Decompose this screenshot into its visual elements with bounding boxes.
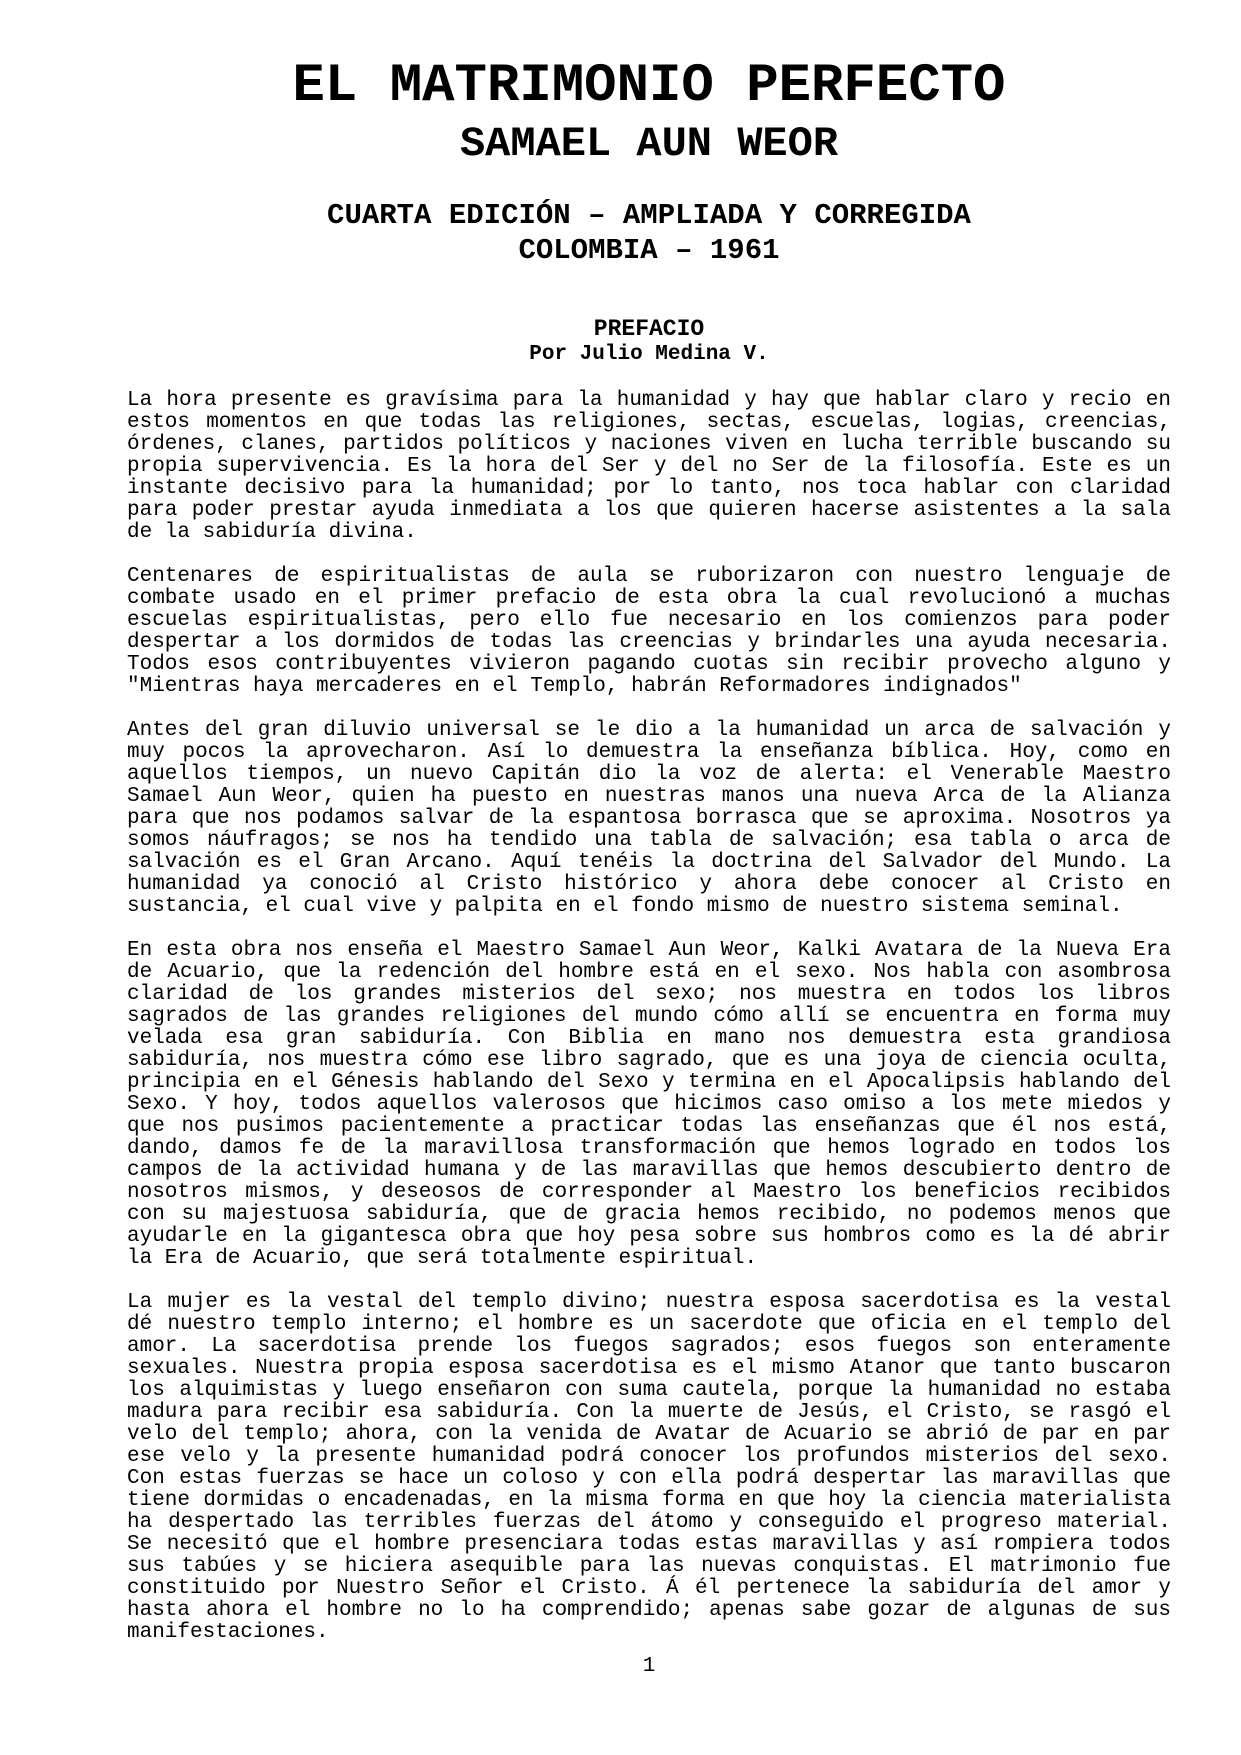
text-line: propia supervivencia. Es la hora del Ser y del no Ser de la filosofía. Este es un xyxy=(127,455,1171,478)
text-line: de Acuario, que la redención del hombre está en el sexo. Nos habla con asombrosa xyxy=(127,961,1171,984)
text-line: órdenes, clanes, partidos políticos y naciones viven en lucha terrible buscando su xyxy=(127,433,1171,456)
location-year-line: COLOMBIA – 1961 xyxy=(518,234,780,267)
text-line: claridad de los grandes misterios del sexo; nos muestra en todos los libros xyxy=(127,983,1171,1006)
text-line: de la sabiduría divina. xyxy=(127,521,417,544)
text-line: sexuales. Nuestra propia esposa sacerdotisa es el mismo Atanor que tanto buscaron xyxy=(127,1357,1171,1380)
text-line: la Era de Acuario, que será totalmente espiritual. xyxy=(127,1247,758,1270)
preface-body xyxy=(127,390,1171,1644)
text-line: Centenares de espiritualistas de aula se ruborizaron con nuestro lenguaje de xyxy=(127,565,1171,588)
text-line: muy pocos la aprovecharon. Así lo demuestra la enseñanza bíblica. Hoy, como en xyxy=(127,741,1171,764)
text-line: Se necesitó que el hombre presenciara todas estas maravillas y así rompiera todos xyxy=(127,1533,1171,1556)
text-line: combate usado en el primer prefacio de esta obra la cual revolucionó a muchas xyxy=(127,587,1171,610)
text-line: nosotros mismos, y deseosos de corresponder al Maestro los beneficios recibidos xyxy=(127,1181,1171,1204)
paragraph xyxy=(127,940,1171,1270)
edition-block xyxy=(127,198,1171,268)
text-line: estos momentos en que todas las religiones, sectas, escuelas, logias, creencias, xyxy=(127,411,1171,434)
text-line: La hora presente es gravísima para la humanidad y hay que hablar claro y recio en xyxy=(127,389,1171,412)
text-line: dé nuestro templo interno; el hombre es un sacerdote que oficia en el templo del xyxy=(127,1313,1171,1336)
text-line: salvación es el Gran Arcano. Aquí tenéis la doctrina del Salvador del Mundo. La xyxy=(127,851,1171,874)
text-line: sagrados de las grandes religiones del mundo cómo allí se encuentra en forma muy xyxy=(127,1005,1171,1028)
text-line: Todos esos contribuyentes vivieron pagando cuotas sin recibir provecho alguno y xyxy=(127,653,1171,676)
text-line: "Mientras haya mercaderes en el Templo, habrán Reformadores indignados" xyxy=(127,675,1022,698)
text-line: manifestaciones. xyxy=(127,1621,329,1644)
section-heading: PREFACIO xyxy=(593,316,705,342)
text-line: Sexo. Y hoy, todos aquellos valerosos que hicimos caso omiso a los mete miedos y xyxy=(127,1093,1171,1116)
text-line: campos de la actividad humana y de las maravillas que hemos descubierto dentro de xyxy=(127,1159,1171,1182)
page-number: 1 xyxy=(642,1655,656,1678)
text-column xyxy=(127,56,1171,1678)
text-line: que nos pusimos pacientemente a practicar todas las enseñanzas que él nos está, xyxy=(127,1115,1171,1138)
paragraph xyxy=(127,390,1171,544)
text-line: dando, damos fe de la maravillosa transformación que hemos logrado en todos los xyxy=(127,1137,1171,1160)
text-line: Antes del gran diluvio universal se le dio a la humanidad un arca de salvación y xyxy=(127,719,1171,742)
text-line: sustancia, el cual vive y palpita en el fondo mismo de nuestro sistema seminal. xyxy=(127,895,1123,918)
text-line: hasta ahora el hombre no lo ha comprendido; apenas sabe gozar de algunas de sus xyxy=(127,1599,1171,1622)
text-line: para que nos podamos salvar de la espantosa borrasca que se aproxima. Nosotros ya xyxy=(127,807,1171,830)
text-line: constituido por Nuestro Señor el Cristo. Á él pertenece la sabiduría del amor y xyxy=(127,1577,1171,1600)
text-line: Con estas fuerzas se hace un coloso y con ella podrá despertar las maravillas que xyxy=(127,1467,1171,1490)
text-line: los alquimistas y luego enseñaron con suma cautela, porque la humanidad no estaba xyxy=(127,1379,1171,1402)
section-byline: Por Julio Medina V. xyxy=(529,343,769,366)
text-line: sus tabúes y se hiciera asequible para las nuevas conquistas. El matrimonio fue xyxy=(127,1555,1171,1578)
text-line: ha despertado las terribles fuerzas del átomo y conseguido el progreso material. xyxy=(127,1511,1171,1534)
section-heading-block xyxy=(127,316,1171,368)
text-line: En esta obra nos enseña el Maestro Samael Aun Weor, Kalki Avatara de la Nueva Era xyxy=(127,939,1171,962)
text-line: somos náufragos; se nos ha tendido una tabla de salvación; esa tabla o arca de xyxy=(127,829,1171,852)
text-line: humanidad ya conoció al Cristo histórico y ahora debe conocer al Cristo en xyxy=(127,873,1171,896)
edition-line: CUARTA EDICIÓN – AMPLIADA Y CORREGIDA xyxy=(327,199,971,232)
text-line: instante decisivo para la humanidad; por lo tanto, nos toca hablar con claridad xyxy=(127,477,1171,500)
paragraph xyxy=(127,566,1171,698)
text-line: sabiduría, nos muestra cómo ese libro sagrado, que es una joya de ciencia oculta, xyxy=(127,1049,1171,1072)
text-line: aquellos tiempos, un nuevo Capitán dio la voz de alerta: el Venerable Maestro xyxy=(127,763,1171,786)
text-line: amor. La sacerdotisa prende los fuegos sagrados; esos fuegos son enteramente xyxy=(127,1335,1171,1358)
text-line: ayudarle en la gigantesca obra que hoy pesa sobre sus hombros como es la dé abrir xyxy=(127,1225,1171,1248)
paragraph xyxy=(127,1292,1171,1644)
text-line: La mujer es la vestal del templo divino; nuestra esposa sacerdotisa es la vestal xyxy=(127,1291,1171,1314)
text-line: velada esa gran sabiduría. Con Biblia en mano nos demuestra esta grandiosa xyxy=(127,1027,1171,1050)
text-line: con su majestuosa sabiduría, que de gracia hemos recibido, no podemos menos que xyxy=(127,1203,1171,1226)
book-author: SAMAEL AUN WEOR xyxy=(459,120,839,168)
text-line: despertar a los dormidos de todas las creencias y brindarles una ayuda necesaria. xyxy=(127,631,1171,654)
text-line: ese velo y la presente humanidad podrá conocer los profundos misterios del sexo. xyxy=(127,1445,1171,1468)
book-title: EL MATRIMONIO PERFECTO xyxy=(292,56,1006,117)
text-line: velo del templo; ahora, con la venida de Avatar de Acuario se abrió de par en par xyxy=(127,1423,1171,1446)
text-line: tiene dormidas o encadenadas, en la misma forma en que hoy la ciencia materialista xyxy=(127,1489,1171,1512)
text-line: madura para recibir esa sabiduría. Con la muerte de Jesús, el Cristo, se rasgó el xyxy=(127,1401,1171,1424)
text-line: para poder prestar ayuda inmediata a los que quieren hacerse asistentes a la sala xyxy=(127,499,1171,522)
text-line: Samael Aun Weor, quien ha puesto en nuestras manos una nueva Arca de la Alianza xyxy=(127,785,1171,808)
text-line: principia en el Génesis hablando del Sexo y termina en el Apocalipsis hablando del xyxy=(127,1071,1171,1094)
paragraph xyxy=(127,720,1171,918)
text-line: escuelas espiritualistas, pero ello fue necesario en los comienzos para poder xyxy=(127,609,1171,632)
